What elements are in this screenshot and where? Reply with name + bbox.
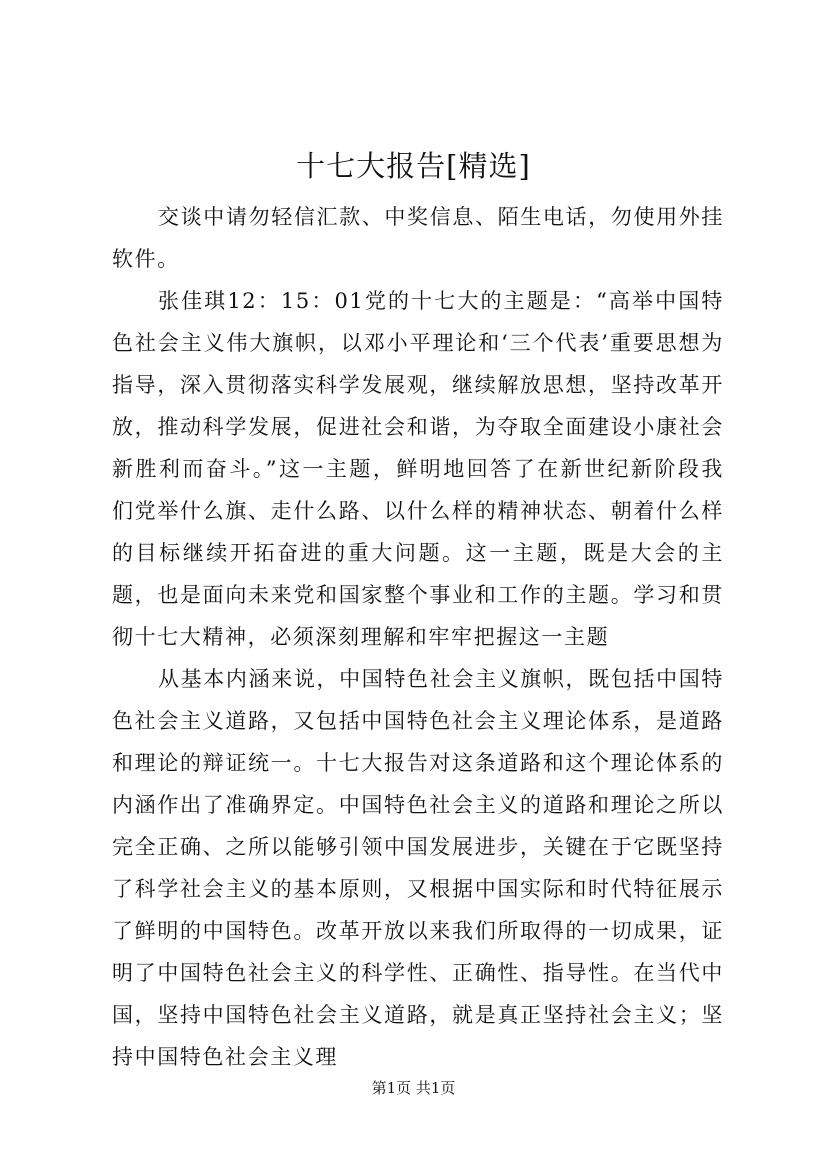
document-title: 十七大报告[精选]	[296, 149, 531, 183]
page-footer	[0, 1078, 827, 1098]
paragraph-connotation: 从基本内涵来说，中国特色社会主义旗帜，既包括中国特色社会主义道路，又包括中国特色社会主义理论体系，是道路和理论的辩证统一。十七大报告对这条道路和这个理论体系的内涵作出了准确界定。中国特色社会主义的道路和理论之所以完全正确、之所以能够引领中国发展进步，关键在于它既坚持了科学社会主义的基本原则，又根据中国实际和时代特征展示了鲜明的中国特色。改革开放以来我们所取得的一切成果，证明了中国特色社会主义的科学性、正确性、指导性。在当代中国，坚持中国特色社会主义道路，就是真正坚持社会主义；坚持中国特色社会主义理	[112, 667, 724, 1069]
paragraph-notice: 交谈中请勿轻信汇款、中奖信息、陌生电话，勿使用外挂软件。	[112, 205, 724, 271]
document-body	[112, 196, 724, 1078]
page-number-label: 第1页 共1页	[371, 1079, 456, 1097]
paragraph-theme: 张佳琪12：15：01党的十七大的主题是：“高举中国特色社会主义伟大旗帜，以邓小平理论和‘三个代表’重要思想为指导，深入贯彻落实科学发展观，继续解放思想，坚持改革开放，推动科学发展，促进社会和谐，为夺取全面建设小康社会新胜利而奋斗。”这一主题，鲜明地回答了在新世纪新阶段我们党举什么旗、走什么路、以什么样的精神状态、朝着什么样的目标继续开拓奋进的重大问题。这一主题，既是大会的主题，也是面向未来党和国家整个事业和工作的主题。学习和贯彻十七大精神，必须深刻理解和牢牢把握这一主题	[112, 289, 724, 649]
